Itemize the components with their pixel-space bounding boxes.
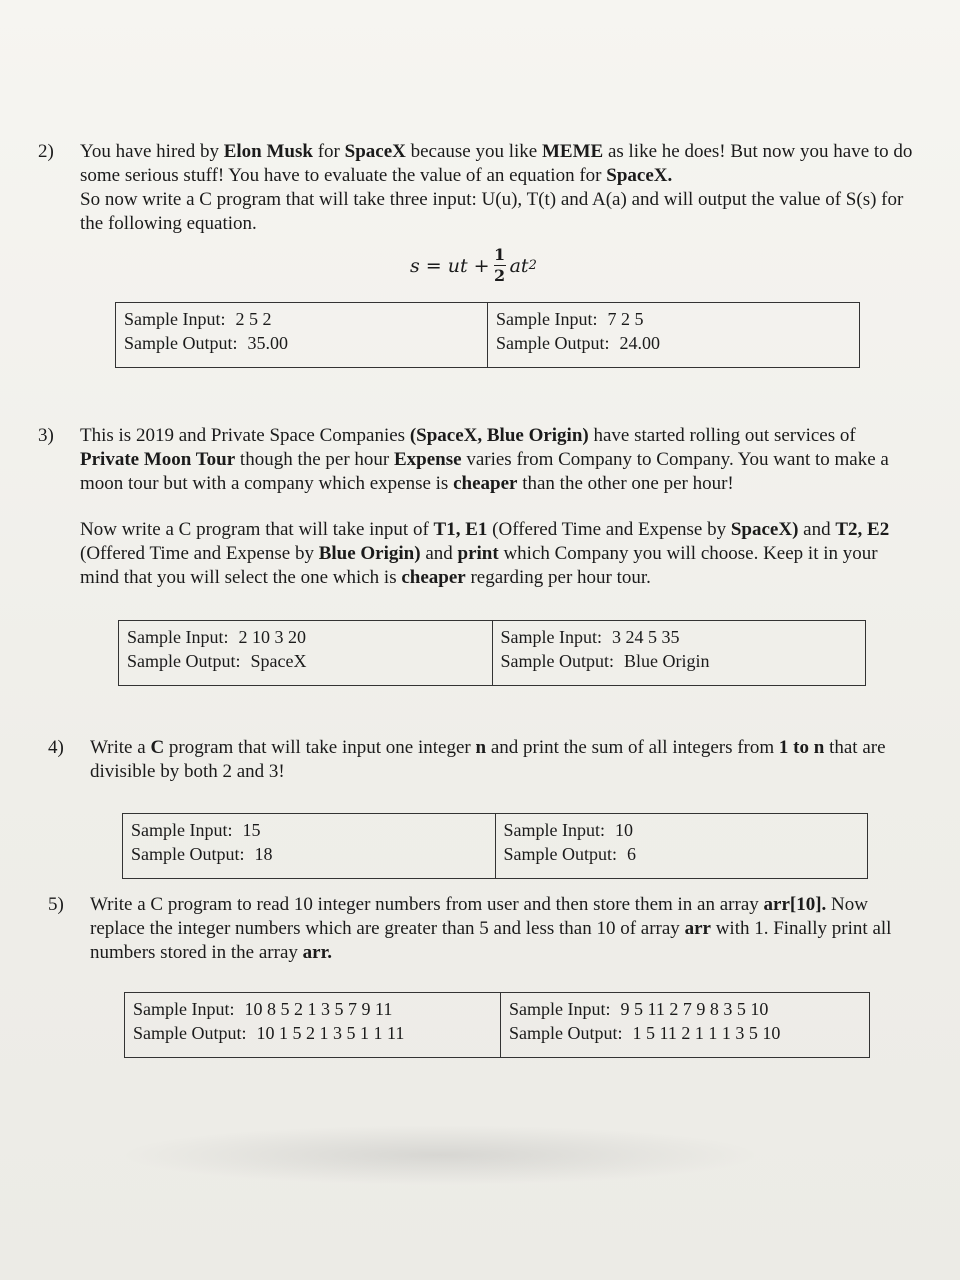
sample-case-1: Sample Input: 15 Sample Output: 18 [131,820,273,864]
sample-case-1: Sample Input: 10 8 5 2 1 3 5 7 9 11 Sample Output: 10 1 5 2 1 3 5 1 1 11 [133,999,405,1043]
question-text: This is 2019 and Private Space Companies (SpaceX, Blue Origin) have started rolling out services of Private Moon Tour though the per hour Expense varies from Company to Company. You want to make a moon tour but with a company which expense is cheaper than the other one per hour! Now write a C program that will take input of T1, E1 (Offered Time and Expense by SpaceX) and T2, E2 (Offered Time and Expense by Blue Origin) and print which Company you will choose. Keep it in your mind that you will select the one which is cheaper regarding per hour tour. [80,425,890,588]
sample-box-q3 [118,620,866,686]
question-5 [48,893,918,965]
fraction: $\frac{1}{2}$ [494,245,506,285]
sample-case-2: Sample Input: 7 2 5 Sample Output: 24.00 [487,303,859,367]
equation: s = ut + $\frac{1}{2}$ at 2 [410,245,537,285]
sample-box-q4 [122,813,868,879]
sample-case-2: Sample Input: 9 5 11 2 7 9 8 3 5 10 Sample Output: 1 5 11 2 1 1 1 3 5 10 [500,993,869,1057]
bleed-through-smudge [120,1125,760,1185]
question-number: 2) [38,141,54,162]
question-text: Write a C program that will take input one integer n and print the sum of all integers from 1 to n that are divisible by both 2 and 3! [90,737,886,782]
question-text: You have hired by Elon Musk for SpaceX because you like MEME as like he does! But now you have to do some serious stuff! You have to evaluate the value of an equation for SpaceX. So now write a C program that will take three input: U(u), T(t) and A(a) and will output the value of S(s) for the following equation. [80,141,913,234]
sample-box-q5 [124,992,870,1058]
sample-case-1: Sample Input: 2 10 3 20 Sample Output: SpaceX [127,627,307,671]
question-3 [38,424,918,590]
question-number: 5) [48,894,64,915]
sample-case-2: Sample Input: 10 Sample Output: 6 [495,814,868,878]
question-number: 3) [38,425,54,446]
sample-case-2: Sample Input: 3 24 5 35 Sample Output: Blue Origin [492,621,866,685]
sample-case-1: Sample Input: 2 5 2 Sample Output: 35.00 [124,309,288,353]
sample-box-q2 [115,302,860,368]
question-2 [38,140,918,236]
question-text: Write a C program to read 10 integer numbers from user and then store them in an array arr[10]. Now replace the integer numbers which are greater than 5 and less than 10 of array arr with 1. Finally print all numbers stored in the array arr. [90,894,892,963]
question-number: 4) [48,737,64,758]
question-4 [48,736,928,784]
